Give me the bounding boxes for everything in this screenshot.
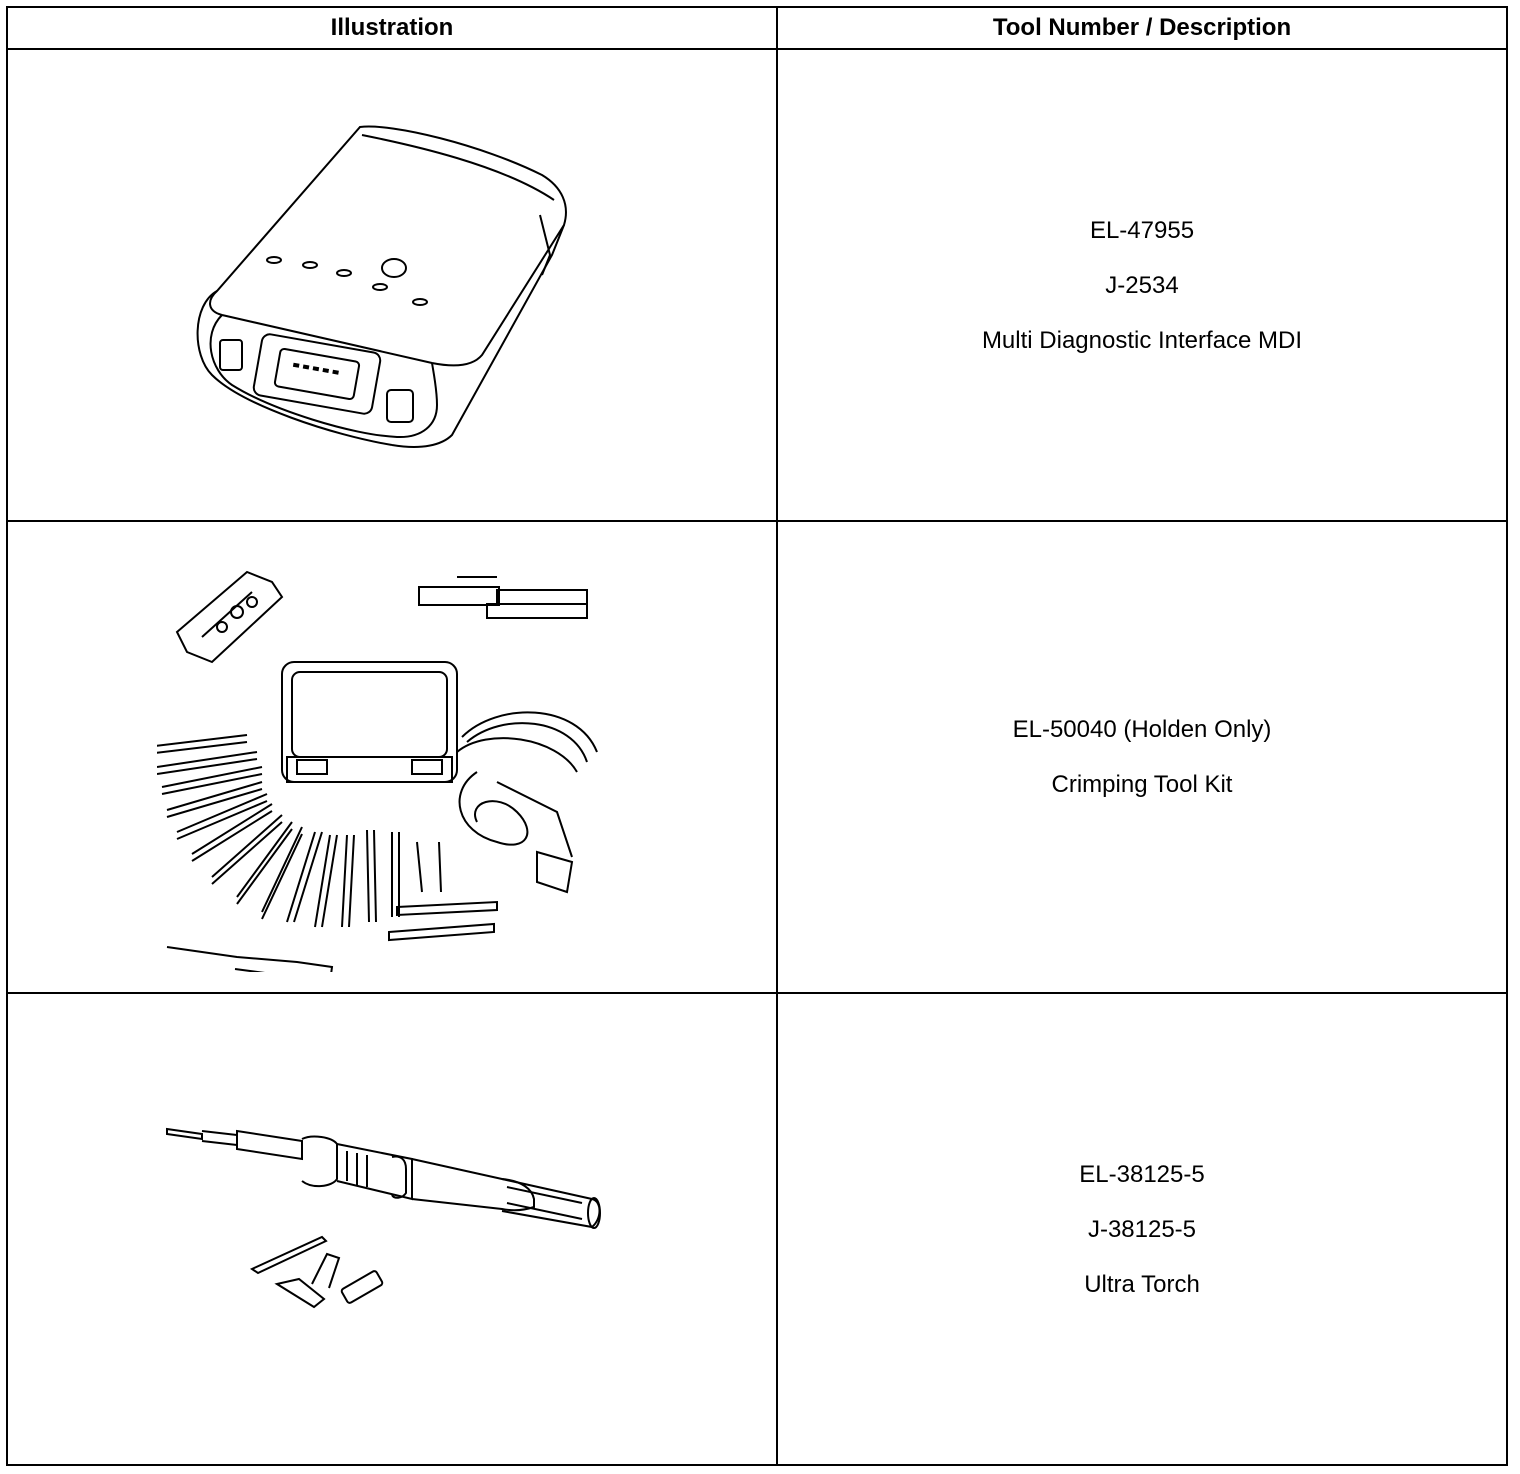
column-header-illustration: Illustration xyxy=(7,7,777,49)
crimping-tool-kit-illustration xyxy=(157,542,627,972)
multi-diagnostic-interface-illustration xyxy=(182,105,602,465)
ultra-torch-illustration xyxy=(162,1119,622,1339)
tool-number-primary: EL-38125-5 xyxy=(1079,1160,1205,1188)
illustration-cell xyxy=(7,993,777,1465)
description-cell xyxy=(777,993,1507,1465)
description-cell xyxy=(777,521,1507,993)
tool-description: Ultra Torch xyxy=(1084,1270,1200,1298)
table-row xyxy=(7,993,1507,1465)
column-header-tool-description: Tool Number / Description xyxy=(777,7,1507,49)
tool-number-primary: EL-47955 xyxy=(1089,216,1195,244)
tool-description: Crimping Tool Kit xyxy=(1051,771,1233,798)
tool-description: Multi Diagnostic Interface MDI xyxy=(981,326,1303,354)
illustration-cell xyxy=(7,49,777,521)
tool-number-secondary: J-38125-5 xyxy=(1087,1215,1197,1243)
header-row xyxy=(7,7,1507,49)
special-tools-table xyxy=(6,6,1508,1466)
tool-number-secondary: J-2534 xyxy=(1105,271,1179,299)
illustration-cell xyxy=(7,521,777,993)
tool-number-primary: EL-50040 (Holden Only) xyxy=(1012,716,1272,743)
table-row xyxy=(7,49,1507,521)
table-row xyxy=(7,521,1507,993)
description-cell xyxy=(777,49,1507,521)
